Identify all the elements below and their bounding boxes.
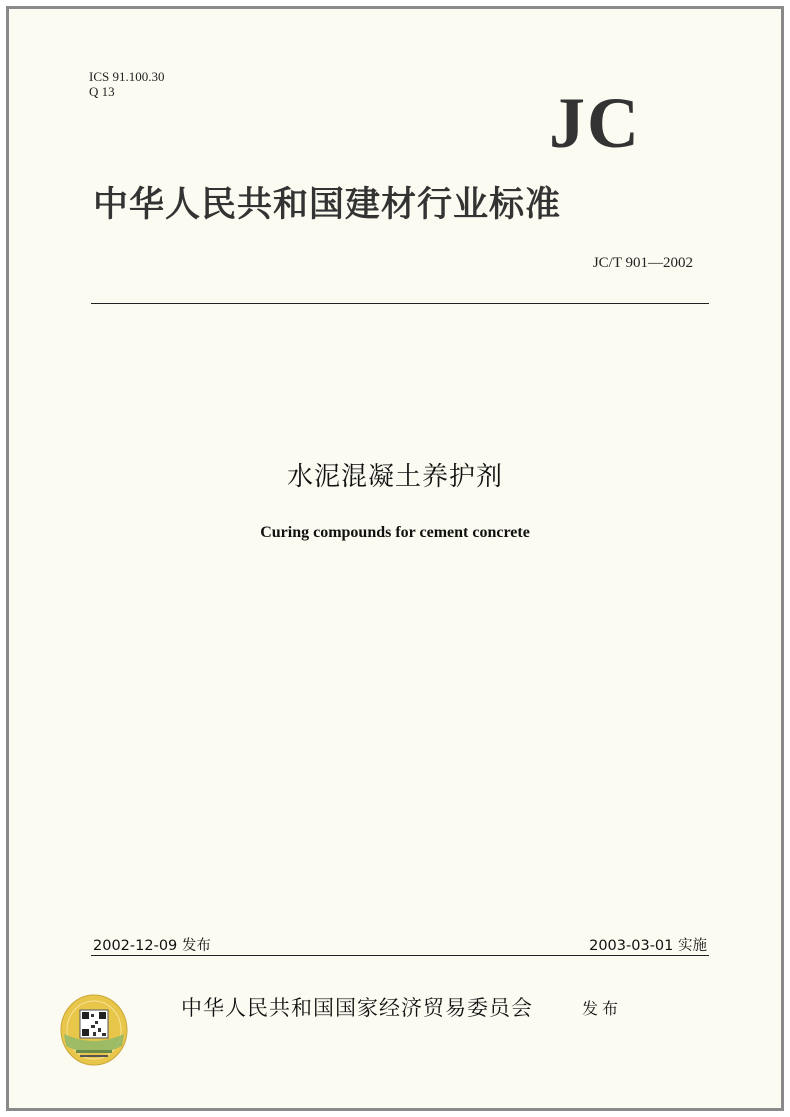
publish-date: 2002-12-09 发布 [93,938,211,954]
issue-label: 发布 [582,999,623,1018]
document-title-chinese: 水泥混凝土养护剂 [286,462,503,492]
ics-code: ICS 91.100.30 [89,69,165,84]
classification-codes [89,69,164,99]
document-page [6,6,784,1111]
header-divider [91,303,709,304]
footer-divider [91,955,709,956]
jc-logo: JC [549,83,641,163]
issuing-authority: 中华人民共和国国家经济贸易委员会 [181,996,533,1020]
document-title-english: Curing compounds for cement concrete [260,524,530,541]
implement-date: 2003-03-01 实施 [589,938,707,954]
anti-counterfeit-seal-icon [60,994,128,1066]
standard-category-title: 中华人民共和国建材行业标准 [93,185,562,225]
standard-code: JC/T 901—2002 [592,255,693,271]
ccs-code: Q 13 [89,84,115,99]
